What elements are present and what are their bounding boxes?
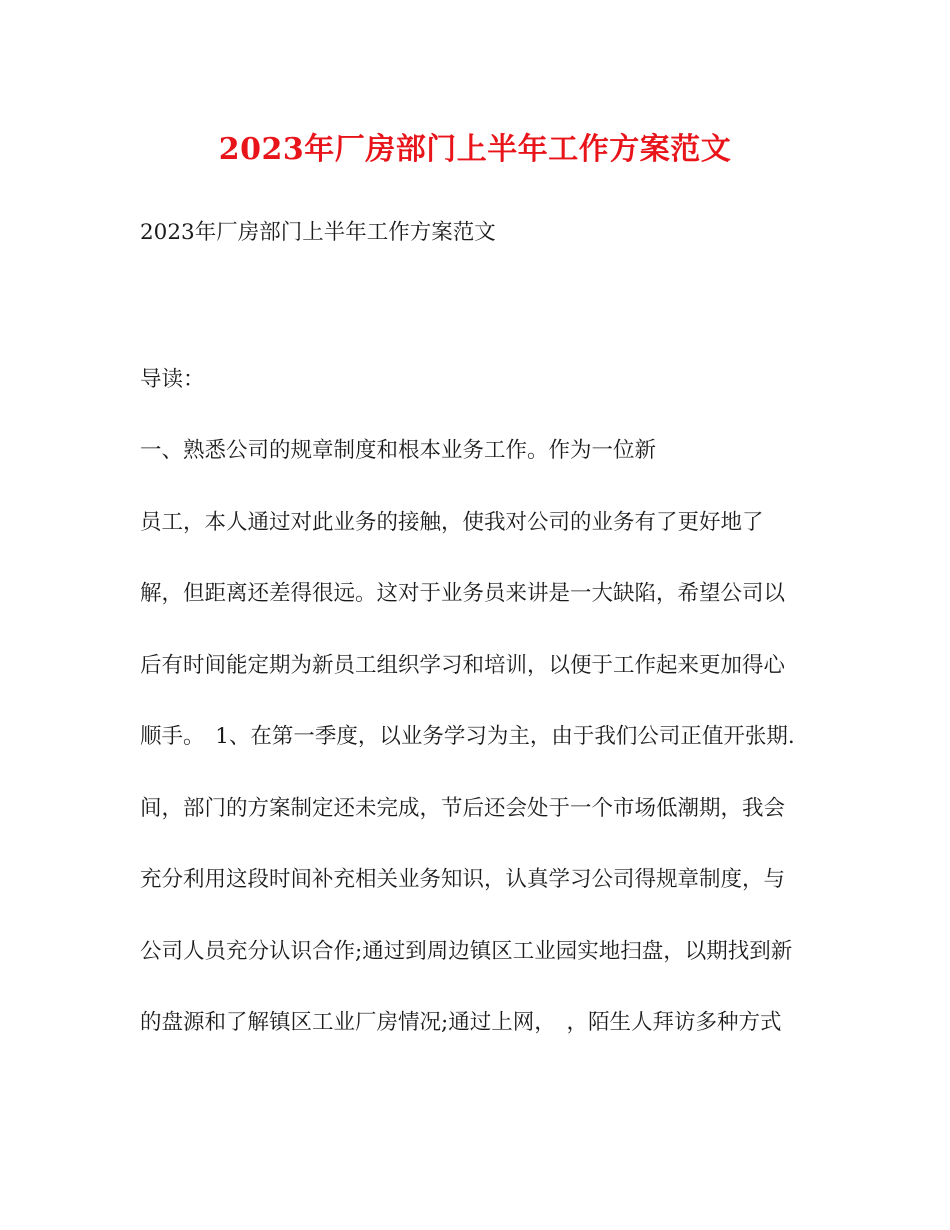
document-subtitle: 2023年厂房部门上半年工作方案范文: [140, 220, 496, 245]
paragraph-line: 一、熟悉公司的规章制度和根本业务工作。作为一位新: [140, 438, 657, 463]
paragraph-line: 的盘源和了解镇区工业厂房情况;通过上网， ，陌生人拜访多种方式: [140, 1010, 782, 1035]
paragraph-line: 导读：: [140, 367, 205, 392]
document-title: 2023年厂房部门上半年工作方案范文: [218, 132, 732, 167]
paragraph-line: 后有时间能定期为新员工组织学习和培训，以便于工作起来更加得心: [140, 653, 786, 678]
paragraph-line: 充分利用这段时间补充相关业务知识，认真学习公司得规章制度，与: [140, 867, 786, 892]
paragraph-line: 顺手。 1、在第一季度，以业务学习为主，由于我们公司正值开张期.: [140, 724, 795, 749]
paragraph-line: 解，但距离还差得很远。这对于业务员来讲是一大缺陷，希望公司以: [140, 581, 786, 606]
paragraph-line: 公司人员充分认识合作;通过到周边镇区工业园实地扫盘，以期找到新: [140, 939, 793, 964]
paragraph-line: 员工，本人通过对此业务的接触，使我对公司的业务有了更好地了: [140, 510, 764, 535]
paragraph-line: 间，部门的方案制定还未完成，节后还会处于一个市场低潮期，我会: [140, 796, 786, 821]
